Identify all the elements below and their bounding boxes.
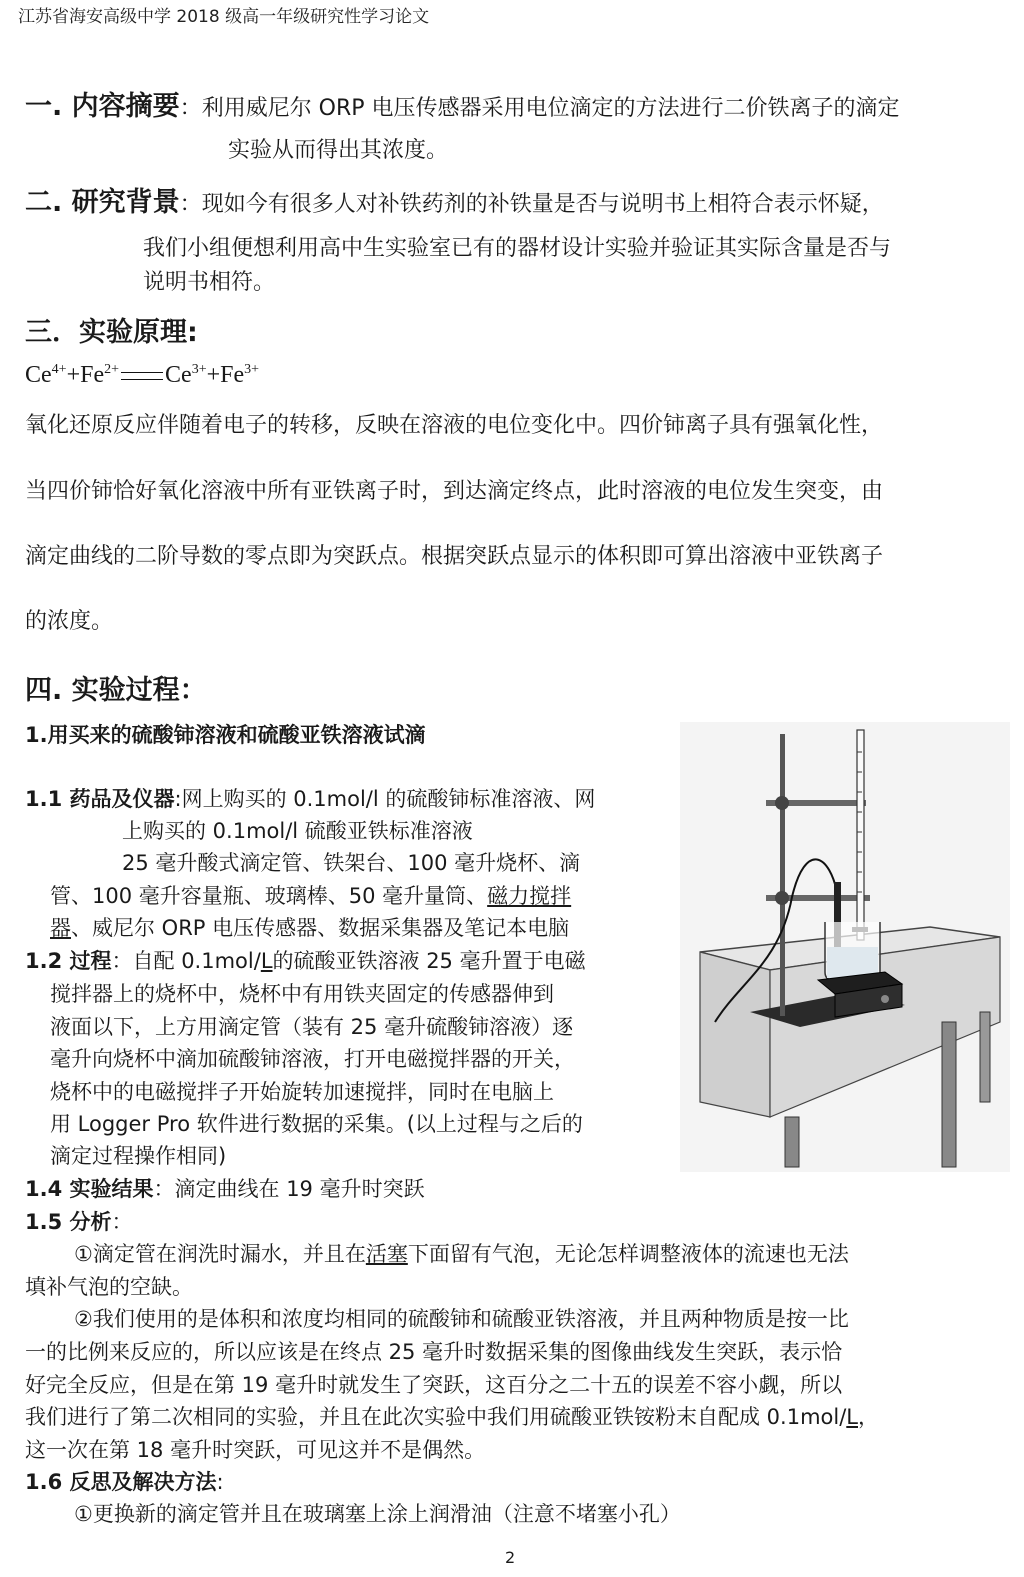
item-text: ①滴定管在润洗时漏水，并且在: [74, 1242, 366, 1266]
table-front-left: [700, 952, 770, 1117]
table-leg: [785, 1117, 799, 1167]
section-title: 一. 内容摘要: [25, 91, 180, 122]
principle-line-2: 当四价铈恰好氧化溶液中所有亚铁离子时，到达滴定终点，此时溶液的电位发生突变，由: [25, 479, 884, 504]
analysis-2-line-4: [25, 1401, 879, 1431]
colon: :: [216, 1470, 224, 1494]
eq-ce: Ce: [25, 362, 52, 388]
analysis-2-line-5: 这一次在第 18 毫升时突跃，可见这并不是偶然。: [25, 1438, 486, 1462]
analysis-1-line-1: [74, 1238, 849, 1268]
item-text: :网上购买的 0.1mol/l 的硫酸铈标准溶液、网: [174, 787, 596, 811]
section-title: 二. 研究背景: [25, 187, 180, 218]
item-1-4: [25, 1173, 425, 1203]
item-text: 的硫酸亚铁溶液 25 毫升置于电磁: [272, 949, 586, 973]
eq-charge: 4+: [51, 362, 67, 377]
underlined-text: 器: [50, 916, 71, 940]
item-1-1-line-1: [25, 783, 595, 813]
item-text: ：自配 0.1mol/: [111, 949, 261, 973]
eq-charge: 3+: [191, 362, 207, 377]
table-leg: [942, 1022, 956, 1167]
reflection-1: ①更换新的滴定管并且在玻璃塞上涂上润滑油（注意不堵塞小孔）: [74, 1502, 681, 1526]
eq-charge: 3+: [244, 362, 260, 377]
item-1-1-line-3: 25 毫升酸式滴定管、铁架台、100 毫升烧杯、滴: [122, 851, 581, 875]
colon: ：: [111, 1210, 133, 1234]
stirrer-knob: [881, 995, 889, 1003]
section-abstract: [25, 84, 900, 123]
item-1-1-line-5: [50, 912, 569, 942]
item-1-2-line-3: 液面以下，上方用滴定管（装有 25 毫升硫酸铈溶液）逐: [50, 1015, 574, 1039]
analysis-2-line-1: ②我们使用的是体积和浓度均相同的硫酸铈和硫酸亚铁溶液，并且两种物质是按一比: [74, 1307, 849, 1331]
clamp-knob: [775, 796, 789, 810]
principle-line-3: 滴定曲线的二阶导数的零点即为突跃点。根据突跃点显示的体积即可算出溶液中亚铁离子: [25, 544, 884, 569]
principle-line-1: 氧化还原反应伴随着电子的转移，反映在溶液的电位变化中。四价铈离子具有强氧化性，: [25, 413, 884, 438]
item-label: 1.2 过程: [25, 949, 112, 973]
analysis-1-line-2: 填补气泡的空缺。: [25, 1275, 193, 1299]
item-text: 管、100 毫升容量瓶、玻璃棒、50 毫升量筒、: [50, 884, 488, 908]
section-principle-title: 三．实验原理:: [25, 317, 198, 348]
background-line-2: 我们小组便想利用高中生实验室已有的器材设计实验并验证其实际含量是否与: [143, 236, 892, 261]
item-text: 、威尼尔 ORP 电压传感器、数据采集器及笔记本电脑: [71, 916, 570, 940]
underlined-text: 磁力搅拌: [487, 884, 572, 908]
underlined-text: L: [260, 949, 273, 973]
burette: [857, 730, 864, 940]
page-header: 江苏省海安高级中学 2018 级高一年级研究性学习论文: [18, 7, 430, 27]
eq-charge: 2+: [104, 362, 120, 377]
item-label: 1.1 药品及仪器: [25, 787, 175, 811]
item-1-5-title: [25, 1206, 133, 1236]
item-label: 1.6 反思及解决方法: [25, 1470, 217, 1494]
titration-apparatus-illustration: [680, 722, 1010, 1172]
page-number: 2: [505, 1548, 516, 1567]
section-background: [25, 180, 884, 219]
item-1-6-title: [25, 1466, 224, 1496]
item-1-1-line-4: [50, 880, 571, 910]
underlined-text: 活塞: [365, 1242, 408, 1266]
abstract-line-1: 利用威尼尔 ORP 电压传感器采用电位滴定的方法进行二价铁离子的滴定: [201, 96, 900, 121]
item-1-2-line-4: 毫升向烧杯中滴加硫酸铈溶液，打开电磁搅拌器的开关，: [50, 1047, 575, 1071]
colon: ：: [179, 192, 202, 217]
eq-ce: Ce: [165, 362, 192, 388]
principle-line-4: 的浓度。: [25, 609, 114, 634]
item-text: 我们进行了第二次相同的实验，并且在此次实验中我们用硫酸亚铁铵粉末自配成 0.1mol/: [25, 1405, 847, 1429]
item-1-2-line-6: 用 Logger Pro 软件进行数据的采集。(以上过程与之后的: [50, 1112, 583, 1136]
item-text: ，: [858, 1405, 879, 1429]
eq-fe: +Fe: [66, 362, 105, 388]
chemical-equation: [25, 362, 259, 389]
item-1-1-line-2: 上购买的 0.1mol/l 硫酸亚铁标准溶液: [122, 819, 473, 843]
item-label: 1.4 实验结果: [25, 1177, 154, 1201]
analysis-2-line-3: 好完全反应，但是在第 19 毫升时就发生了突跃，这百分之二十五的误差不容小觑，所以: [25, 1373, 843, 1397]
abstract-line-2: 实验从而得出其浓度。: [228, 138, 449, 163]
item-label: 1.5 分析: [25, 1210, 112, 1234]
background-line-3: 说明书相符。: [143, 270, 276, 295]
stand-rod: [780, 734, 785, 1016]
eq-fe: +Fe: [206, 362, 245, 388]
clamp-knob: [775, 891, 789, 905]
item-1-2-line-7: 滴定过程操作相同): [50, 1144, 227, 1168]
equals-sign: [121, 372, 163, 380]
item-text: ：滴定曲线在 19 毫升时突跃: [153, 1177, 425, 1201]
item-text: 下面留有气泡，无论怎样调整液体的流速也无法: [407, 1242, 849, 1266]
table-leg: [980, 1012, 990, 1102]
colon: ：: [179, 96, 202, 121]
analysis-2-line-2: 一的比例来反应的，所以应该是在终点 25 毫升时数据采集的图像曲线发生突跃，表示恰: [25, 1340, 843, 1364]
underlined-text: L: [846, 1405, 858, 1429]
item-1-2-line-2: 搅拌器上的烧杯中，烧杯中有用铁夹固定的传感器伸到: [50, 982, 554, 1006]
item-1-2-line-1: [25, 945, 586, 975]
section-process-title: 四. 实验过程：: [25, 675, 207, 706]
background-line-1: 现如今有很多人对补铁药剂的补铁量是否与说明书上相符合表示怀疑，: [201, 192, 884, 217]
item-1-2-line-5: 烧杯中的电磁搅拌子开始旋转加速搅拌，同时在电脑上: [50, 1080, 554, 1104]
subsection-1-title: 1.用买来的硫酸铈溶液和硫酸亚铁溶液试滴: [25, 723, 426, 747]
